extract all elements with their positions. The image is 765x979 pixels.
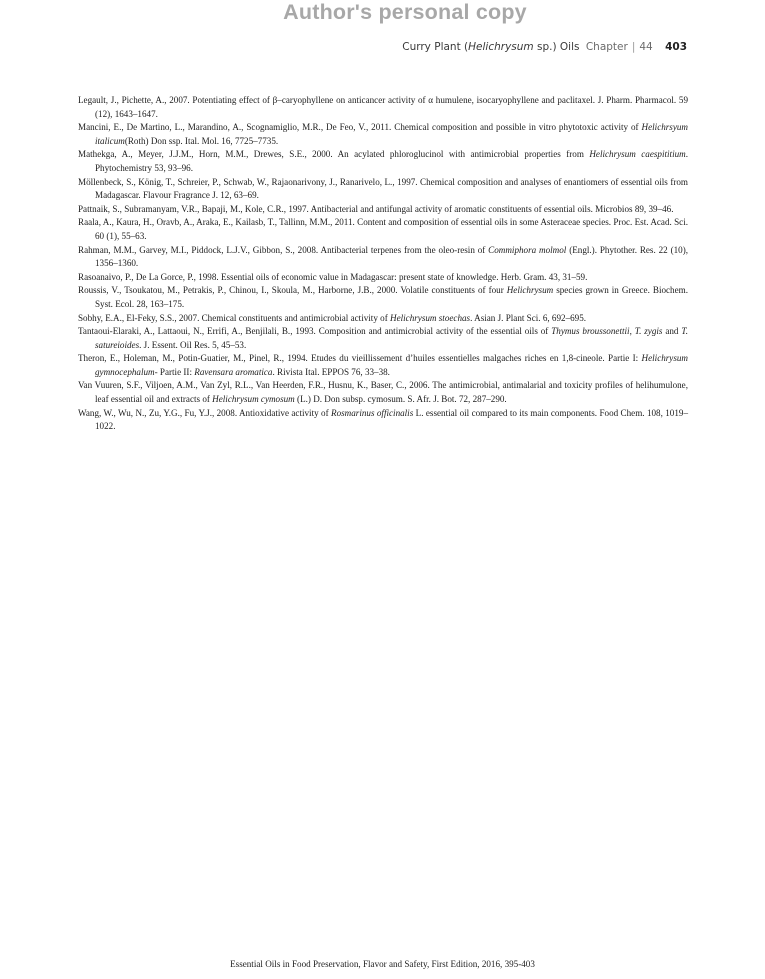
reference-item xyxy=(78,379,688,406)
reference-text: Mathekga, A., Meyer, J.J.M., Horn, M.M., Drewes, S.E., 2000. An acylated phloroglucinol with antimicrobial properties from xyxy=(78,149,590,160)
running-head xyxy=(402,41,687,53)
reference-text: (Engl.). Phytother. Res. 22 (10), 1356–1360. xyxy=(95,244,688,269)
reference-item xyxy=(78,176,688,203)
reference-text: Tantaoui-Elaraki, A., Lattaoui, N., Errifi, A., Benjilali, B., 1993. Composition and antimicrobial activity of the essential oils of xyxy=(78,326,552,337)
reference-item xyxy=(78,216,688,243)
reference-species: Commiphora molmol xyxy=(488,244,567,255)
reference-text: Mancini, E., De Martino, L., Marandino, A., Scognamiglio, M.R., De Feo, V., 2011. Chemical composition and possible in vitro phytotoxic activity of xyxy=(78,122,642,133)
reference-text: . J. Essent. Oil Res. 5, 45–53. xyxy=(139,339,247,350)
reference-species: Helichrsyum italicum xyxy=(95,122,688,146)
reference-text: Pattnaik, S., Subramanyam, V.R., Bapaji, M., Kole, C.R., 1997. Antibacterial and antifungal activity of aromatic constituents of essential oils. Microbios 89, 39–46. xyxy=(78,203,674,214)
watermark: Author's personal copy xyxy=(283,0,527,24)
reference-species: Ravensara aromatica xyxy=(194,366,273,377)
reference-text: Roussis, V., Tsoukatou, M., Petrakis, P., Chinou, I., Skoula, M., Harborne, J.B., 2000. Volatile constituents of four xyxy=(78,285,507,296)
reference-item xyxy=(78,121,688,148)
reference-item xyxy=(78,244,688,271)
running-title-prefix: Curry Plant ( xyxy=(402,41,469,53)
reference-text: Rasoanaivo, P., De La Gorce, P., 1998. Essential oils of economic value in Madagascar: present state of knowledge. Herb. Gram. 43, 31–59. xyxy=(78,271,588,282)
reference-item xyxy=(78,148,688,175)
running-title-suffix: sp.) Oils xyxy=(533,41,580,53)
reference-species: T. zygis xyxy=(634,326,663,337)
reference-species: Thymus broussonettii xyxy=(551,326,630,337)
reference-item xyxy=(78,203,688,217)
reference-text: Möllenbeck, S., König, T., Schreier, P., Schwab, W., Rajaonarivony, J., Ranarivelo, L., 1997. Chemical composition and analyses of enantiomers of essential oils from Madagascar. Flavour Fragrance J. 12, 63–69. xyxy=(78,176,688,201)
reference-text: - Partie II: xyxy=(154,366,195,377)
reference-species: Helichrysum gymnocephalum xyxy=(95,353,688,377)
page-number: 403 xyxy=(665,41,687,53)
reference-text: Sobhy, E.A., El-Feky, S.S., 2007. Chemical constituents and antimicrobial activity of xyxy=(78,312,391,323)
chapter-number: 44 xyxy=(639,41,653,53)
reference-text: , xyxy=(629,326,635,337)
reference-item xyxy=(78,94,688,121)
reference-text: Van Vuuren, S.F., Viljoen, A.M., Van Zyl, R.L., Van Heerden, F.R., Husnu, K., Baser, C., 2006. The antimicrobial, antimalarial and toxicity profiles of helihumulone, leaf essential oil and extracts of xyxy=(78,380,688,405)
reference-text: Legault, J., Pichette, A., 2007. Potentiating effect of β–caryophyllene on anticancer activity of α humulene, isocaryophyllene and paclitaxel. J. Pharm. Pharmacol. 59 (12), 1643–1647. xyxy=(78,95,688,119)
footer-citation: Essential Oils in Food Preservation, Flavor and Safety, First Edition, 2016, 395-403 xyxy=(230,959,535,969)
reference-text: . Rivista Ital. EPPOS 76, 33–38. xyxy=(272,366,390,377)
chapter-separator: | xyxy=(631,41,636,53)
reference-item xyxy=(78,325,688,352)
reference-species: Helichrysum stoechas xyxy=(390,312,471,323)
reference-text: . Asian J. Plant Sci. 6, 692–695. xyxy=(470,312,587,323)
reference-item xyxy=(78,312,688,326)
reference-text: . Phytochemistry 53, 93–96. xyxy=(95,149,688,173)
reference-text: Raala, A., Kaura, H., Oravb, A., Araka, E., Kailasb, T., Tallinn, M.M., 2011. Content and composition of essential oils in some Asteraceae species. Proc. Est. Acad. Sci. 60 (1), 55–63. xyxy=(78,217,688,241)
reference-list xyxy=(78,94,688,434)
reference-text: Theron, E., Holeman, M., Potin-Guatier, M., Pinel, R., 1994. Etudes du vieillissement d’huiles essentielles malgaches riches en 1,8-cineole. Partie I: xyxy=(78,353,642,364)
reference-species: Helichrysum cymosum xyxy=(212,394,295,405)
reference-text: (L.) D. Don subsp. cymosum. S. Afr. J. Bot. 72, 287–290. xyxy=(294,394,507,405)
reference-item xyxy=(78,284,688,311)
reference-text: Rahman, M.M., Garvey, M.I., Piddock, L.J.V., Gibbon, S., 2008. Antibacterial terpenes from the oleo-resin of xyxy=(78,244,489,255)
reference-text: species grown in Greece. Biochem. Syst. Ecol. 28, 163–175. xyxy=(95,285,688,309)
running-title-genus: Helichrysum xyxy=(468,41,534,53)
reference-item xyxy=(78,407,688,434)
reference-text: and xyxy=(662,326,682,337)
reference-species: Helichrysum caespititium xyxy=(589,149,686,160)
reference-text: L. essential oil compared to its main components. Food Chem. 108, 1019–1022. xyxy=(95,407,688,432)
reference-species: Helichrysum xyxy=(506,285,554,296)
reference-text: (Roth) Don ssp. Ital. Mol. 16, 7725–7735. xyxy=(124,135,279,146)
chapter-label: Chapter xyxy=(585,41,628,53)
reference-text: Wang, W., Wu, N., Zu, Y.G., Fu, Y.J., 2008. Antioxidative activity of xyxy=(78,407,332,418)
reference-species: T. satureioides xyxy=(95,326,688,350)
reference-item xyxy=(78,352,688,379)
reference-species: Rosmarinus officinalis xyxy=(331,407,414,418)
reference-item xyxy=(78,271,688,285)
